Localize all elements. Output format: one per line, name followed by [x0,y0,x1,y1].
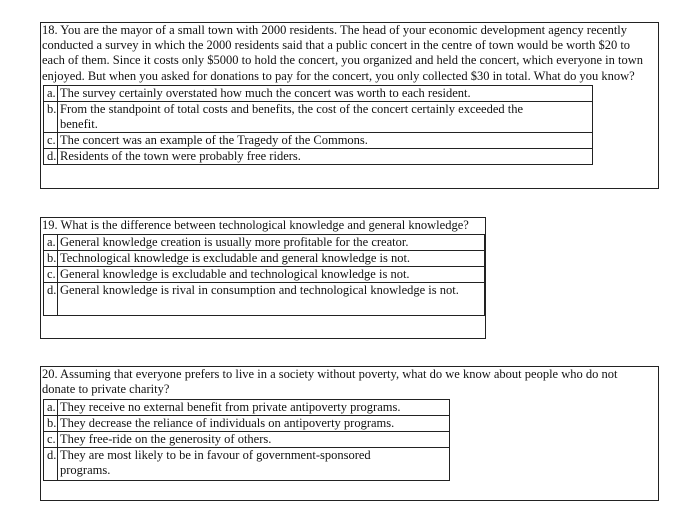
option-d[interactable] [44,447,449,480]
option-text: They decrease the reliance of individuals on antipoverty programs. [60,416,395,430]
question-20-text: 20. Assuming that everyone prefers to live in a society without poverty, what do we know about people who do not donate to private charity? [42,367,621,397]
question-18-options [43,85,593,165]
option-text: They are most likely to be in favour of government-sponsored programs. [60,448,371,477]
option-letter: c. [44,432,58,447]
option-letter: b. [44,251,58,266]
question-19-options [43,234,485,316]
option-b[interactable] [44,250,484,266]
option-text: General knowledge creation is usually more profitable for the creator. [60,235,409,249]
option-text: Residents of the town were probably free riders. [60,149,301,163]
question-18-text: 18. You are the mayor of a small town with 2000 residents. The head of your economic development agency recently conducted a survey in which the 2000 residents said that a public concert in the centre of town would be worth $20 to each of them. Since it costs only $5000 to hold the concert, you organized and held the concert, which everyone in town enjoyed. But when you asked for donations to pay for the concert, you only collected $30 in total. What do you know? [42,23,647,83]
option-text: General knowledge is excludable and technological knowledge is not. [60,267,410,281]
question-18-box [40,22,659,189]
option-c[interactable] [44,266,484,282]
option-letter: a. [44,400,58,415]
option-a[interactable] [44,235,484,250]
option-letter: a. [44,235,58,250]
option-text: General knowledge is rival in consumption and technological knowledge is not. [60,283,459,297]
option-text: They receive no external benefit from private antipoverty programs. [60,400,401,414]
option-text: The survey certainly overstated how much the concert was worth to each resident. [60,86,471,100]
option-letter: d. [44,149,58,164]
option-text: Technological knowledge is excludable and general knowledge is not. [60,251,411,265]
option-text: From the standpoint of total costs and benefits, the cost of the concert certainly exceeded the benefit. [60,102,524,131]
option-letter: d. [44,448,58,480]
option-b[interactable] [44,101,592,132]
option-letter: c. [44,267,58,282]
option-letter: c. [44,133,58,148]
option-d[interactable] [44,282,484,315]
option-letter: b. [44,102,58,132]
option-letter: a. [44,86,58,101]
option-a[interactable] [44,86,592,101]
option-b[interactable] [44,415,449,431]
option-c[interactable] [44,132,592,148]
question-19-box [40,217,486,339]
option-letter: b. [44,416,58,431]
option-text: They free-ride on the generosity of others. [60,432,272,446]
option-d[interactable] [44,148,592,164]
option-c[interactable] [44,431,449,447]
question-19-text: 19. What is the difference between technological knowledge and general knowledge? [42,218,469,232]
question-20-box [40,366,659,501]
option-text: The concert was an example of the Tragedy of the Commons. [60,133,368,147]
question-20-options [43,399,450,481]
option-a[interactable] [44,400,449,415]
option-letter: d. [44,283,58,315]
